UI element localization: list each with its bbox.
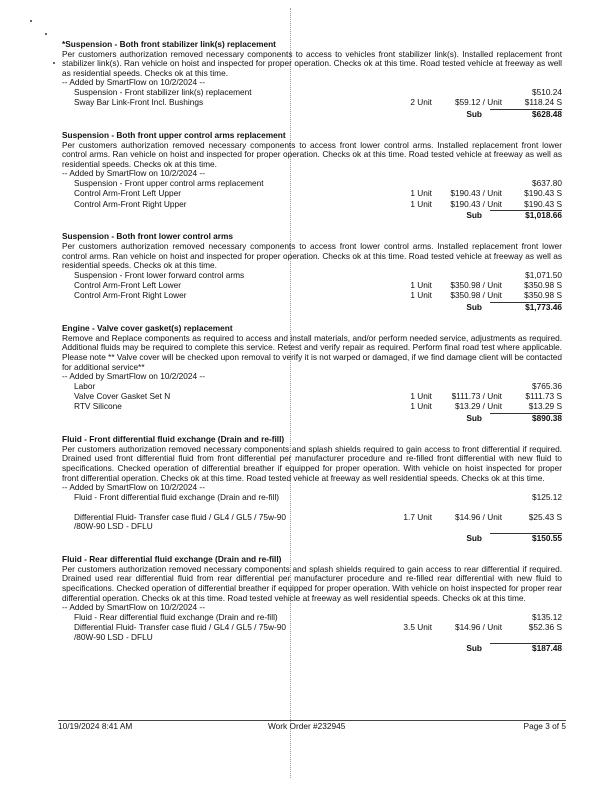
line-item-amount: $637.80 <box>532 178 562 189</box>
section-description: Remove and Replace components as required to access and install materials, and/or perform needed service, adjustments as required. Additional fluids may be required to complete this service. Retest and verify repair as required. Perform final road test where applicable. Please note ** Valve cover will be checked upon removal to verify it is not warped or damaged, if we find damage client will be contacted for additional service** <box>62 332 562 372</box>
subtotal-label: Sub <box>466 532 482 543</box>
footer-datetime: 10/19/2024 8:41 AM <box>58 721 133 731</box>
section-title: Suspension - Both front lower control arms <box>62 231 234 242</box>
line-item-unit-price: $14.96 / Unit <box>454 511 502 522</box>
line-item-description: Suspension - Front lower forward control arms <box>74 269 245 280</box>
line-item-unit-price: $59.12 / Unit <box>454 97 502 108</box>
line-item-amount: $350.98 S <box>524 280 562 291</box>
line-item-quantity: 1 Unit <box>410 391 432 402</box>
line-item-quantity: 1 Unit <box>410 198 432 209</box>
scan-speck <box>30 20 32 22</box>
line-item-description: RTV Silicone <box>74 401 122 412</box>
line-item-amount: $25.43 S <box>528 511 562 522</box>
service-section <box>62 232 562 312</box>
line-item-quantity: 1 Unit <box>410 188 432 199</box>
line-item <box>62 493 562 513</box>
subtotal-amount: $890.38 <box>532 412 562 423</box>
subtotal-amount: $150.55 <box>532 532 562 543</box>
line-item-amount: $52.36 S <box>528 622 562 633</box>
line-item-description: Suspension - Front upper control arms replacement <box>74 178 264 189</box>
line-item-quantity: 2 Unit <box>410 97 432 108</box>
service-section <box>62 40 562 120</box>
added-by-note: -- Added by SmartFlow on 10/2/2024 -- <box>62 168 205 179</box>
section-description: Per customers authorization removed necessary components to access front lower control arms. Installed replacement front lower control arms. Ran vehicle on hoist and inspected for proper operation. Checks ok at this time. Road tested vehicle at freeway as well as residential speeds. Checks ok at this time. <box>62 139 562 169</box>
line-item-amount: $13.29 S <box>528 401 562 412</box>
subtotal-row <box>62 109 562 120</box>
line-item-description: Control Arm-Front Right Lower <box>74 290 187 301</box>
line-item-description: Differential Fluid- Transfer case fluid / GL4 / GL5 / 75w-90 /80W-90 LSD - DFLU <box>74 511 286 532</box>
subtotal-label: Sub <box>466 643 482 654</box>
subtotal-amount: $1,773.46 <box>525 301 562 312</box>
section-title: Engine - Valve cover gasket(s) replacement <box>62 323 233 334</box>
subtotal-amount: $628.48 <box>532 108 562 119</box>
subtotal-row <box>62 413 562 424</box>
section-description: Per customers authorization removed necessary components and splash shields required to gain access to front differential if required. Drained used front differential fluid from front differential per manufacturer procedure and re-filled front differential with new fluid to specifications. Checked operation of differential breather if equipped for proper operation. With vehicle on hoist inspected for proper front differential operation. Checks ok at this time. Road tested vehicle at freeway as well residential speeds. Checks ok at this time. <box>62 443 562 483</box>
subtotal-amount: $187.48 <box>532 643 562 654</box>
subtotal-amount: $1,018.66 <box>525 209 562 220</box>
line-item-unit-price: $190.43 / Unit <box>450 188 502 199</box>
line-item-quantity: 3.5 Unit <box>403 622 432 633</box>
line-item-description: Valve Cover Gasket Set N <box>74 391 171 402</box>
line-item-amount: $118.24 S <box>524 97 562 108</box>
line-item <box>62 513 562 533</box>
line-item-quantity: 1.7 Unit <box>403 511 432 522</box>
added-by-note: -- Added by SmartFlow on 10/2/2024 -- <box>62 482 205 493</box>
subtotal-row <box>62 643 562 654</box>
added-by-note: -- Added by SmartFlow on 10/2/2024 -- <box>62 371 205 382</box>
line-item-amount: $125.12 <box>532 491 562 502</box>
subtotal-label: Sub <box>466 108 482 119</box>
line-item-unit-price: $350.98 / Unit <box>450 280 502 291</box>
section-title: Suspension - Both front upper control arms replacement <box>62 130 286 141</box>
scan-speck <box>53 62 55 64</box>
service-section <box>62 555 562 654</box>
section-title: Fluid - Front differential fluid exchange (Drain and re-fill) <box>62 434 285 445</box>
section-title: *Suspension - Both front stabilizer link(s) replacement <box>62 39 276 49</box>
added-by-note: -- Added by SmartFlow on 10/2/2024 -- <box>62 602 205 613</box>
line-item-quantity: 1 Unit <box>410 401 432 412</box>
line-item-description: Sway Bar Link-Front Incl. Bushings <box>74 97 204 108</box>
service-section <box>62 131 562 221</box>
service-section <box>62 324 562 423</box>
line-item <box>62 200 562 210</box>
line-item-amount: $190.43 S <box>524 198 562 209</box>
line-item-amount: $510.24 <box>532 86 562 97</box>
line-item <box>62 291 562 301</box>
page-footer <box>58 720 566 732</box>
line-item-unit-price: $190.43 / Unit <box>450 198 502 209</box>
line-item-description: Control Arm-Front Left Lower <box>74 280 181 291</box>
line-item <box>62 98 562 108</box>
subtotal-label: Sub <box>466 301 482 312</box>
line-item-description: Differential Fluid- Transfer case fluid / GL4 / GL5 / 75w-90 /80W-90 LSD - DFLU <box>74 622 286 642</box>
line-item-amount: $190.43 S <box>524 188 562 199</box>
subtotal-row <box>62 533 562 544</box>
line-item-description: Control Arm-Front Right Upper <box>74 198 187 209</box>
line-item-description: Fluid - Front differential fluid exchange (Drain and re-fill) <box>74 491 280 502</box>
line-item-amount: $135.12 <box>532 611 562 622</box>
section-title: Fluid - Rear differential fluid exchange (Drain and re-fill) <box>62 554 282 565</box>
section-description: Per customers authorization removed necessary components to access front lower control arms. Installed replacement front lower control arms. Ran vehicle on hoist and inspected for proper operation. Checks ok at this time. Road tested vehicle at freeway as well as residential speeds. Checks ok at this time. <box>62 241 562 271</box>
line-item-unit-price: $111.73 / Unit <box>451 391 502 402</box>
subtotal-label: Sub <box>466 412 482 423</box>
subtotal-row <box>62 302 562 313</box>
line-item-description: Fluid - Rear differential fluid exchange (Drain and re-fill) <box>74 611 278 622</box>
footer-work-order: Work Order #232945 <box>268 721 346 731</box>
line-item-description: Control Arm-Front Left Upper <box>74 188 181 199</box>
line-item-quantity: 1 Unit <box>410 280 432 291</box>
line-item-description: Labor <box>74 380 96 391</box>
line-item-unit-price: $14.96 / Unit <box>454 622 502 633</box>
subtotal-label: Sub <box>466 209 482 220</box>
line-item-amount: $111.73 S <box>525 391 562 402</box>
line-item-amount: $1,071.50 <box>525 269 562 280</box>
service-section <box>62 435 562 544</box>
line-item-description: Suspension - Front stabilizer link(s) replacement <box>74 86 252 97</box>
line-item-unit-price: $13.29 / Unit <box>454 401 502 412</box>
line-item-amount: $350.98 S <box>524 290 562 301</box>
added-by-note: -- Added by SmartFlow on 10/2/2024 -- <box>62 77 205 88</box>
line-item-quantity: 1 Unit <box>410 290 432 301</box>
section-description: Per customers authorization removed necessary components to access to vehicles front stabilizer link(s). Installed replacement front stabilizer link(s). Ran vehicle on hoist and inspected for proper operation. Checks ok at this time. Road tested vehicle at freeway as well as residential speeds. Checks ok at this time. <box>62 48 562 78</box>
line-item-amount: $765.36 <box>532 380 562 391</box>
subtotal-row <box>62 210 562 221</box>
line-item <box>62 623 562 643</box>
line-item <box>62 402 562 412</box>
scan-speck <box>45 33 47 35</box>
line-item-unit-price: $350.98 / Unit <box>450 290 502 301</box>
section-description: Per customers authorization removed necessary components and splash shields required to gain access to rear differential if required. Drained used rear differential fluid from rear differential per manufacturer procedure and re-filled rear differential with new fluid to specifications. Checked operation of differential breather if equipped for proper operation. With vehicle on hoist inspected for proper rear differential operation. Checks ok at this time. Road tested vehicle at freeway as well residential speeds. Checks ok at this time. <box>62 563 562 603</box>
work-order-content <box>62 40 562 666</box>
footer-page-number: Page 3 of 5 <box>523 721 566 731</box>
